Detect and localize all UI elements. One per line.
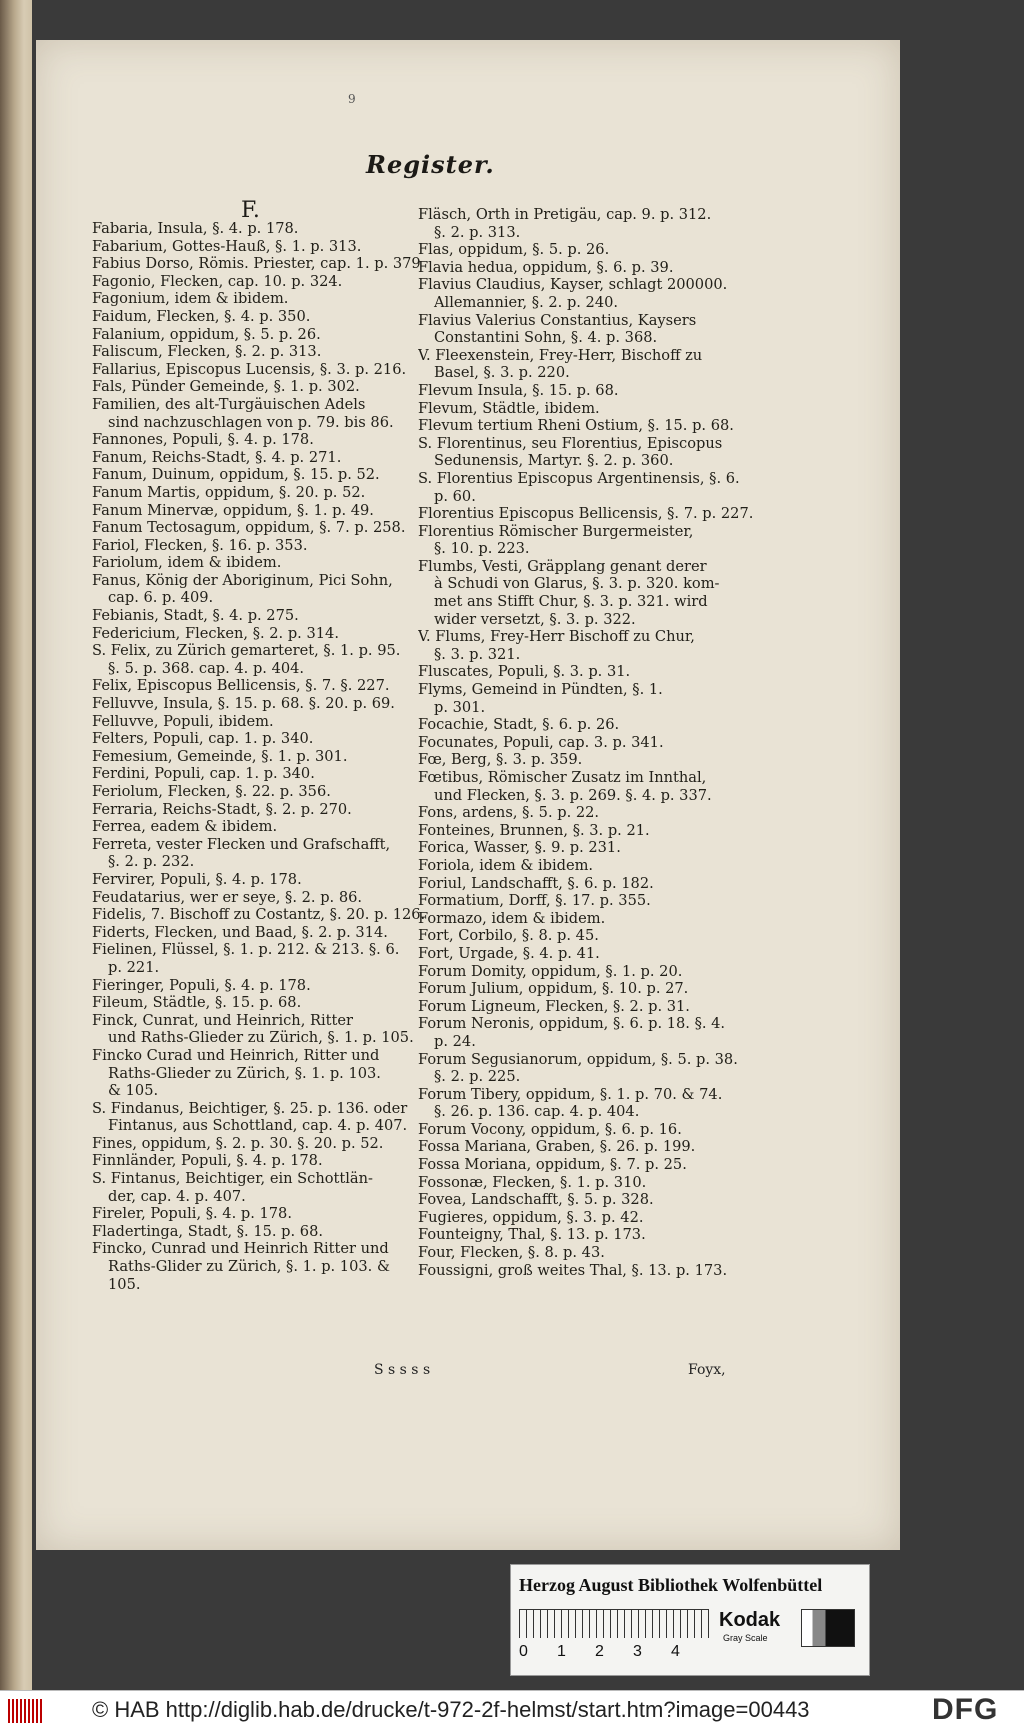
index-entry: Allemannier, §. 2. p. 240. [434, 293, 619, 311]
index-entry: Raths-Glider zu Zürich, §. 1. p. 103. & [108, 1258, 390, 1276]
index-entry: & 105. [108, 1082, 159, 1100]
index-entry: Fincko Curad und Heinrich, Ritter und [92, 1046, 380, 1064]
index-entry: Fiderts, Flecken, und Baad, §. 2. p. 314. [92, 923, 388, 941]
index-entry: Foussigni, groß weites Thal, §. 13. p. 173. [418, 1261, 728, 1279]
scale-ruler [519, 1609, 709, 1638]
index-entry: Forum Domity, oppidum, §. 1. p. 20. [418, 962, 683, 980]
index-entry: Flas, oppidum, §. 5. p. 26. [418, 241, 610, 259]
index-entry: Ferdini, Populi, cap. 1. p. 340. [92, 765, 315, 783]
index-entry: Fort, Urgade, §. 4. p. 41. [418, 944, 600, 962]
index-entry: Focunates, Populi, cap. 3. p. 341. [418, 733, 664, 751]
index-entry: Focachie, Stadt, §. 6. p. 26. [418, 716, 620, 734]
index-entry: Forum Neronis, oppidum, §. 6. p. 18. §. 4. [418, 1015, 726, 1033]
index-entry: à Schudi von Glarus, §. 3. p. 320. kom- [434, 575, 720, 593]
index-entry: Fals, Pünder Gemeinde, §. 1. p. 302. [92, 378, 360, 396]
index-entry: Fluscates, Populi, §. 3. p. 31. [418, 663, 631, 681]
index-entry: §. 10. p. 223. [434, 540, 530, 558]
index-entry: Felluvve, Insula, §. 15. p. 68. §. 20. p. 69. [92, 695, 395, 713]
index-entry: Formazo, idem & ibidem. [418, 909, 606, 927]
index-entry: Fincko, Cunrad und Heinrich Ritter und [92, 1240, 389, 1258]
index-entry: Fabarium, Gottes-Hauß, §. 1. p. 313. [92, 237, 362, 255]
index-entry: S. Felix, zu Zürich gemarteret, §. 1. p. 95. [92, 642, 401, 660]
index-entry: Fossonæ, Flecken, §. 1. p. 310. [418, 1173, 647, 1191]
index-entry: Fonteines, Brunnen, §. 3. p. 21. [418, 821, 650, 839]
right-column [418, 206, 778, 1279]
index-entry: Forum Vocony, oppidum, §. 6. p. 16. [418, 1120, 682, 1138]
index-entry: Fons, ardens, §. 5. p. 22. [418, 804, 600, 822]
index-entry: Feudatarius, wer er seye, §. 2. p. 86. [92, 888, 363, 906]
index-entry: Ferreta, vester Flecken und Grafschafft, [92, 835, 391, 853]
color-target-card [510, 1564, 870, 1676]
index-entry: §. 2. p. 225. [434, 1068, 521, 1086]
scale-number: 4 [671, 1643, 680, 1660]
index-entry: Flevum tertium Rheni Ostium, §. 15. p. 68. [418, 417, 734, 435]
index-entry: Forum Ligneum, Flecken, §. 2. p. 31. [418, 997, 690, 1015]
index-entry: S. Fintanus, Beichtiger, ein Schottlän- [92, 1170, 373, 1188]
index-entry: Finnländer, Populi, §. 4. p. 178. [92, 1152, 323, 1170]
index-entry: met ans Stifft Chur, §. 3. p. 321. wird [434, 593, 708, 611]
index-entry: Forica, Wasser, §. 9. p. 231. [418, 839, 621, 857]
scale-numbers [519, 1643, 719, 1661]
index-entry: Feriolum, Flecken, §. 22. p. 356. [92, 783, 331, 800]
index-entry: Fœtibus, Römischer Zusatz im Innthal, [418, 769, 707, 786]
index-entry: S. Findanus, Beichtiger, §. 25. p. 136. oder [92, 1099, 408, 1117]
index-entry: und Flecken, §. 3. p. 269. §. 4. p. 337. [434, 786, 712, 804]
index-entry: §. 26. p. 136. cap. 4. p. 404. [434, 1103, 640, 1121]
scanned-page [36, 40, 900, 1550]
index-entry: Flavius Claudius, Kayser, schlagt 200000. [418, 276, 728, 294]
index-entry: Fanum Tectosagum, oppidum, §. 7. p. 258. [92, 519, 406, 537]
index-entry: Fidelis, 7. Bischoff zu Costantz, §. 20. p. 126. [92, 906, 426, 924]
index-entry: sind nachzuschlagen von p. 79. bis 86. [108, 413, 394, 431]
gray-scale-label: Gray Scale [723, 1633, 768, 1643]
index-entry: §. 2. p. 313. [434, 223, 521, 241]
index-entry: Flavia hedua, oppidum, §. 6. p. 39. [418, 258, 674, 276]
index-entry: §. 2. p. 232. [108, 853, 195, 871]
index-entry: der, cap. 4. p. 407. [108, 1187, 246, 1205]
left-column [92, 220, 432, 1293]
index-entry: §. 3. p. 321. [434, 645, 521, 663]
index-entry: Florentius Episcopus Bellicensis, §. 7. p. 227. [418, 505, 754, 523]
scale-number: 2 [595, 1643, 604, 1660]
index-entry: Fanum, Reichs-Stadt, §. 4. p. 271. [92, 448, 342, 466]
scale-number: 0 [519, 1643, 528, 1660]
index-entry: Falanium, oppidum, §. 5. p. 26. [92, 325, 321, 343]
index-entry: Faliscum, Flecken, §. 2. p. 313. [92, 343, 322, 361]
index-entry: 105. [108, 1275, 141, 1293]
index-entry: Flevum Insula, §. 15. p. 68. [418, 381, 619, 399]
index-entry: Felluvve, Populi, ibidem. [92, 712, 274, 730]
index-entry: Fieringer, Populi, §. 4. p. 178. [92, 976, 311, 994]
index-entry: Forum Tibery, oppidum, §. 1. p. 70. & 74. [418, 1085, 723, 1103]
index-entry: cap. 6. p. 409. [108, 589, 214, 607]
index-entry: Fallarius, Episcopus Lucensis, §. 3. p. 216. [92, 360, 407, 378]
scale-number: 3 [633, 1643, 642, 1660]
index-entry: Faidum, Flecken, §. 4. p. 350. [92, 307, 311, 325]
index-entry: Fanum Minervæ, oppidum, §. 1. p. 49. [92, 501, 374, 519]
index-entry: Felters, Populi, cap. 1. p. 340. [92, 730, 314, 748]
index-entry: Fossa Mariana, Graben, §. 26. p. 199. [418, 1138, 696, 1156]
scale-number: 1 [557, 1643, 566, 1660]
index-entry: S. Florentinus, seu Florentius, Episcopus [418, 434, 723, 452]
index-entry: Fläsch, Orth in Pretigäu, cap. 9. p. 312. [418, 206, 712, 223]
index-entry: p. 24. [434, 1032, 476, 1050]
source-url[interactable]: © HAB http://diglib.hab.de/drucke/t-972-2f-helmst/start.htm?image=00443 [92, 1697, 810, 1722]
index-entry: Four, Flecken, §. 8. p. 43. [418, 1244, 605, 1262]
barcode-icon [8, 1699, 44, 1723]
dfg-logo: DFG [932, 1693, 999, 1726]
index-entry: Fanus, König der Aboriginum, Pici Sohn, [92, 571, 393, 589]
index-entry: Fugieres, oppidum, §. 3. p. 42. [418, 1208, 644, 1226]
index-entry: Fossa Moriana, oppidum, §. 7. p. 25. [418, 1156, 687, 1174]
index-entry: und Raths-Glieder zu Zürich, §. 1. p. 105. [108, 1029, 414, 1047]
signature-mark: S s s s s [374, 1362, 431, 1378]
kodak-brand: Kodak [719, 1609, 781, 1631]
section-letter: F. [241, 198, 260, 223]
index-entry: S. Florentius Episcopus Argentinensis, §. 6. [418, 469, 740, 487]
book-edge [0, 0, 32, 1690]
index-entry: Fariol, Flecken, §. 16. p. 353. [92, 536, 308, 554]
index-entry: V. Fleexenstein, Frey-Herr, Bischoff zu [418, 346, 703, 364]
index-entry: Familien, des alt-Turgäuischen Adels [92, 395, 366, 413]
library-name: Herzog August Bibliothek Wolfenbüttel [519, 1575, 823, 1595]
index-entry: p. 221. [108, 958, 160, 976]
index-entry: Fileum, Städtle, §. 15. p. 68. [92, 994, 302, 1012]
index-entry: Fabius Dorso, Römis. Priester, cap. 1. p. 379 [92, 255, 421, 273]
index-entry: p. 301. [434, 698, 486, 716]
index-entry: Foriul, Landschafft, §. 6. p. 182. [418, 874, 654, 892]
index-entry: Fœ, Berg, §. 3. p. 359. [418, 751, 583, 769]
index-entry: Ferraria, Reichs-Stadt, §. 2. p. 270. [92, 800, 352, 818]
index-entry: Fines, oppidum, §. 2. p. 30. §. 20. p. 52. [92, 1134, 384, 1152]
index-entry: Flavius Valerius Constantius, Kaysers [418, 311, 697, 329]
index-entry: p. 60. [434, 487, 476, 505]
index-entry: Fovea, Landschafft, §. 5. p. 328. [418, 1191, 654, 1209]
page-title: Register. [366, 150, 495, 179]
index-entry: Fervirer, Populi, §. 4. p. 178. [92, 870, 302, 888]
index-entry: Flumbs, Vesti, Gräpplang genant derer [418, 557, 707, 575]
index-entry: Fagonio, Flecken, cap. 10. p. 324. [92, 272, 343, 290]
index-entry: Raths-Glieder zu Zürich, §. 1. p. 103. [108, 1064, 381, 1082]
index-entry: Forum Julium, oppidum, §. 10. p. 27. [418, 980, 689, 998]
page-mark: 9 [348, 92, 356, 106]
index-entry: Femesium, Gemeinde, §. 1. p. 301. [92, 747, 348, 765]
index-entry: Fladertinga, Stadt, §. 15. p. 68. [92, 1222, 323, 1240]
gray-patch [801, 1609, 855, 1647]
index-entry: Fabaria, Insula, §. 4. p. 178. [92, 220, 299, 237]
index-entry: Sedunensis, Martyr. §. 2. p. 360. [434, 452, 674, 470]
index-entry: Federicium, Flecken, §. 2. p. 314. [92, 624, 339, 642]
index-entry: Fagonium, idem & ibidem. [92, 290, 289, 308]
index-entry: §. 5. p. 368. cap. 4. p. 404. [108, 659, 305, 677]
index-entry: Fielinen, Flüssel, §. 1. p. 212. & 213. §. 6. [92, 941, 400, 959]
index-entry: Constantini Sohn, §. 4. p. 368. [434, 329, 658, 347]
index-entry: Ferrea, eadem & ibidem. [92, 818, 278, 836]
index-entry: Foriola, idem & ibidem. [418, 856, 594, 874]
index-entry: Fariolum, idem & ibidem. [92, 554, 282, 572]
index-entry: Fort, Corbilo, §. 8. p. 45. [418, 927, 599, 945]
index-entry: Fireler, Populi, §. 4. p. 178. [92, 1205, 292, 1223]
index-entry: Fintanus, aus Schottland, cap. 4. p. 407. [108, 1117, 408, 1135]
index-entry: Founteigny, Thal, §. 13. p. 173. [418, 1226, 646, 1244]
index-entry: Forum Segusianorum, oppidum, §. 5. p. 38. [418, 1050, 738, 1068]
index-entry: Finck, Cunrat, und Heinrich, Ritter [92, 1011, 353, 1029]
index-entry: wider versetzt, §. 3. p. 322. [434, 610, 636, 628]
catchword: Foyx, [688, 1362, 726, 1378]
index-entry: Formatium, Dorff, §. 17. p. 355. [418, 892, 651, 910]
footer-bar [0, 1690, 1024, 1731]
index-entry: Fanum Martis, oppidum, §. 20. p. 52. [92, 483, 366, 501]
index-entry: Flyms, Gemeind in Pündten, §. 1. [418, 681, 663, 699]
index-entry: Basel, §. 3. p. 220. [434, 364, 570, 382]
index-entry: Felix, Episcopus Bellicensis, §. 7. §. 227. [92, 677, 390, 695]
index-entry: Fanum, Duinum, oppidum, §. 15. p. 52. [92, 466, 380, 484]
index-entry: Febianis, Stadt, §. 4. p. 275. [92, 607, 299, 625]
index-entry: V. Flums, Frey-Herr Bischoff zu Chur, [418, 628, 695, 646]
index-entry: Flevum, Städtle, ibidem. [418, 399, 600, 417]
index-entry: Florentius Römischer Burgermeister, [418, 522, 694, 540]
index-entry: Fannones, Populi, §. 4. p. 178. [92, 431, 314, 449]
